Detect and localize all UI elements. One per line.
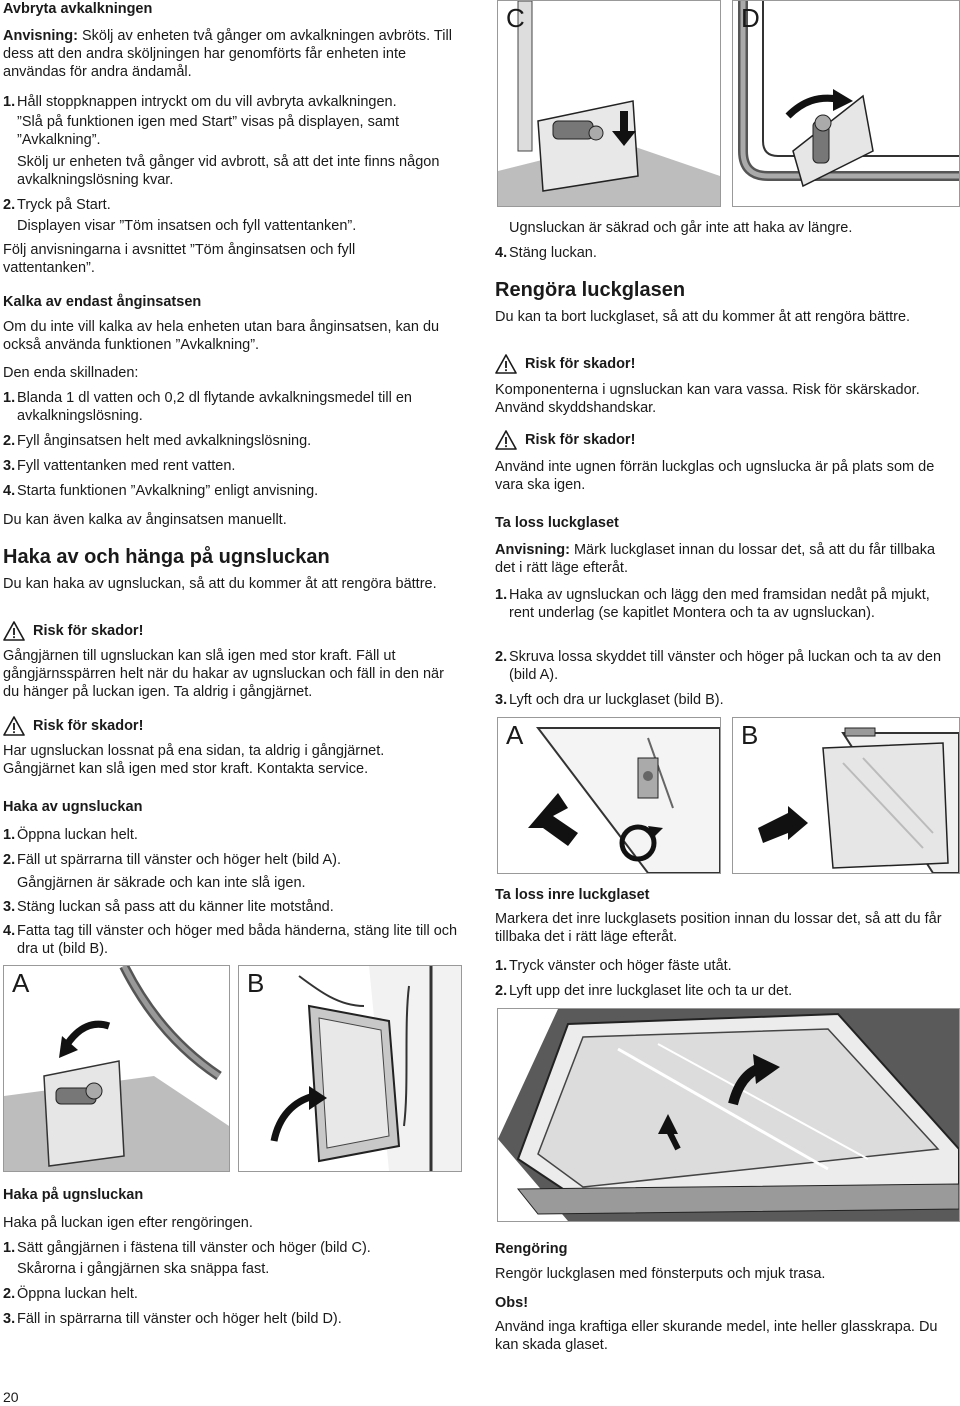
heading-caution: Obs! <box>495 1295 529 1311</box>
figure-label: B <box>247 968 265 998</box>
warning-heading: Risk för skador! <box>495 430 635 450</box>
cover-unscrew-illustration <box>498 718 720 873</box>
list-item: 1. Öppna luckan helt. <box>3 827 138 843</box>
figure-d-close-lock <box>732 0 960 207</box>
warning-text: Komponenterna i ugnsluckan kan vara vassa. Risk för skärskador. Använd skyddshandskar. <box>495 382 920 416</box>
paragraph: Du kan haka av ugnsluckan, så att du kommer åt att rengöra bättre. <box>3 576 437 592</box>
list-item: 3. Fäll in spärrarna till vänster och höger helt (bild D). <box>3 1311 342 1327</box>
list-item: 3. Fyll vattentanken med rent vatten. <box>3 458 236 474</box>
paragraph: Du kan även kalka av ånginsatsen manuellt. <box>3 512 287 528</box>
heading-cleaning: Rengöring <box>495 1241 568 1257</box>
step-number: 2. <box>3 197 16 213</box>
figure-label: D <box>741 3 760 33</box>
step-1 <box>3 93 458 111</box>
figure-c-insert-hinge <box>497 0 721 207</box>
warning-triangle-icon <box>495 430 517 450</box>
heading-abort-descaling: Avbryta avkalkningen <box>3 1 153 17</box>
note-label: Anvisning: <box>495 542 570 558</box>
warning-text: Har ugnsluckan lossnat på ena sidan, ta aldrig i gångjärnet. Gångjärnet kan slå igen med stor kraft. Kontakta service. <box>3 743 385 777</box>
inner-glass-illustration <box>498 1009 959 1221</box>
paragraph: Använd inga kraftiga eller skurande medel, inte heller glasskrapa. Du kan skada glaset. <box>495 1319 938 1353</box>
figure-a-unscrew-cover <box>497 717 721 874</box>
figure-label: B <box>741 720 759 750</box>
figure-inner-glass <box>497 1008 960 1222</box>
step-info: Gångjärnen är säkrade och kan inte slå igen. <box>17 875 306 891</box>
figure-b-lift-glass <box>732 717 960 874</box>
figure-label: A <box>12 968 30 998</box>
heading-remove-inner-glass: Ta loss inre luckglaset <box>495 887 650 903</box>
warning-heading: Risk för skador! <box>3 716 143 736</box>
heading-remove-door-glass: Ta loss luckglaset <box>495 515 619 531</box>
door-removal-illustration <box>239 966 461 1171</box>
follow-instructions: Följ anvisningarna i avsnittet ”Töm ånginsatsen och fyll vattentanken”. <box>3 242 356 276</box>
heading-descale-steam-insert: Kalka av endast ånginsatsen <box>3 294 202 310</box>
glass-lift-illustration <box>733 718 959 873</box>
note-label: Anvisning: <box>3 28 78 44</box>
list-item: 1. Tryck vänster och höger fäste utåt. <box>495 958 732 974</box>
warning-triangle-icon <box>495 354 517 374</box>
list-item: 1. Blanda 1 dl vatten och 0,2 dl flytande avkalkningsmedel till en avkalkningslösning. <box>3 390 412 424</box>
step-info: Skårorna i gångjärnen ska snäppa fast. <box>17 1261 270 1277</box>
figure-a-hinge <box>3 965 230 1172</box>
lock-close-illustration <box>733 1 959 206</box>
list-item: 4. Stäng luckan. <box>495 245 597 261</box>
note-abort <box>3 27 458 81</box>
paragraph: Ugnsluckan är säkrad och går inte att haka av längre. <box>509 220 853 236</box>
figure-b-remove-door <box>238 965 462 1172</box>
heading-hang-door: Haka på ugnsluckan <box>3 1187 144 1203</box>
hinge-insert-illustration <box>498 1 720 206</box>
step-text: Håll stoppknappen intryckt om du vill avbryta avkalkningen. <box>17 94 397 110</box>
warning-text: Använd inte ugnen förrän luckglas och ugnslucka är på plats som de vara ska igen. <box>495 459 935 493</box>
note-glass <box>495 541 950 577</box>
note-text: Skölj av enheten två gånger om avkalkningen avbröts. Till dess att den andra sköljningen har genomförts får enheten inte användas för andra ändamål. <box>3 28 452 80</box>
heading-unhook-door-steps: Haka av ugnsluckan <box>3 799 143 815</box>
paragraph: Haka på luckan igen efter rengöringen. <box>3 1215 253 1231</box>
warning-heading: Risk för skador! <box>3 621 143 641</box>
warning-triangle-icon <box>3 621 25 641</box>
hinge-illustration <box>4 966 229 1171</box>
warning-heading: Risk för skador! <box>495 354 635 374</box>
warning-triangle-icon <box>3 716 25 736</box>
paragraph: Rengör luckglasen med fönsterputs och mjuk trasa. <box>495 1266 826 1282</box>
list-item: 4. Starta funktionen ”Avkalkning” enligt anvisning. <box>3 483 319 499</box>
step-1-info: ”Slå på funktionen igen med Start” visas på displayen, samt ”Avkalkning”. <box>17 114 400 148</box>
heading-clean-door-glass: Rengöra luckglasen <box>495 279 686 301</box>
list-item: 4. Fatta tag till vänster och höger med båda händerna, stäng lite till och dra ut (bild B). <box>3 923 458 957</box>
list-item: 1. Haka av ugnsluckan och lägg den med framsidan nedåt på mjukt, rent underlag (se kapitlet Montera och ta av ugnsluckan). <box>495 587 930 621</box>
page-number: 20 <box>3 1389 19 1405</box>
list-item: 2. Öppna luckan helt. <box>3 1286 138 1302</box>
figure-label: C <box>506 3 525 33</box>
step-1-info-2: Skölj ur enheten två gånger vid avbrott, så att det inte finns någon avkalkningslösning kvar. <box>17 154 440 188</box>
paragraph: Den enda skillnaden: <box>3 365 139 381</box>
step-2 <box>3 196 458 214</box>
paragraph: Om du inte vill kalka av hela enheten utan bara ånginsatsen, kan du också använda funktionen ”Avkalkning”. <box>3 319 440 353</box>
step-number: 1. <box>3 94 16 110</box>
list-item: 2. Fäll ut spärrarna till vänster och höger helt (bild A). <box>3 852 341 868</box>
paragraph: Du kan ta bort luckglaset, så att du kommer åt att rengöra bättre. <box>495 309 911 325</box>
list-item: 3. Stäng luckan så pass att du känner lite motstånd. <box>3 899 334 915</box>
step-2-info: Displayen visar ”Töm insatsen och fyll vattentanken”. <box>17 218 357 234</box>
list-item: 2. Lyft upp det inre luckglaset lite och ta ur det. <box>495 983 793 999</box>
step-text: Tryck på Start. <box>17 197 111 213</box>
list-item: 2. Fyll ånginsatsen helt med avkalkningslösning. <box>3 433 312 449</box>
figure-label: A <box>506 720 524 750</box>
warning-text: Gångjärnen till ugnsluckan kan slå igen med stor kraft. Fäll ut gångjärnsspärren helt när du hakar av ugnsluckan och fäll in den när du hänger på luckan igen. Ta aldrig i gångjärnet. <box>3 648 444 700</box>
list-item: 3. Lyft och dra ur luckglaset (bild B). <box>495 692 724 708</box>
note-text: Märk luckglaset innan du lossar det, så att du får tillbaka det i rätt läge efteråt. <box>495 542 936 576</box>
paragraph: Markera det inre luckglasets position innan du lossar det, så att du får tillbaka det i rätt läge efteråt. <box>495 911 942 945</box>
list-item: 1. Sätt gångjärnen i fästena till vänster och höger (bild C). <box>3 1240 371 1256</box>
list-item: 2. Skruva lossa skyddet till vänster och höger på luckan och ta av den (bild A). <box>495 649 942 683</box>
heading-unhook-door: Haka av och hänga på ugnsluckan <box>3 546 330 568</box>
